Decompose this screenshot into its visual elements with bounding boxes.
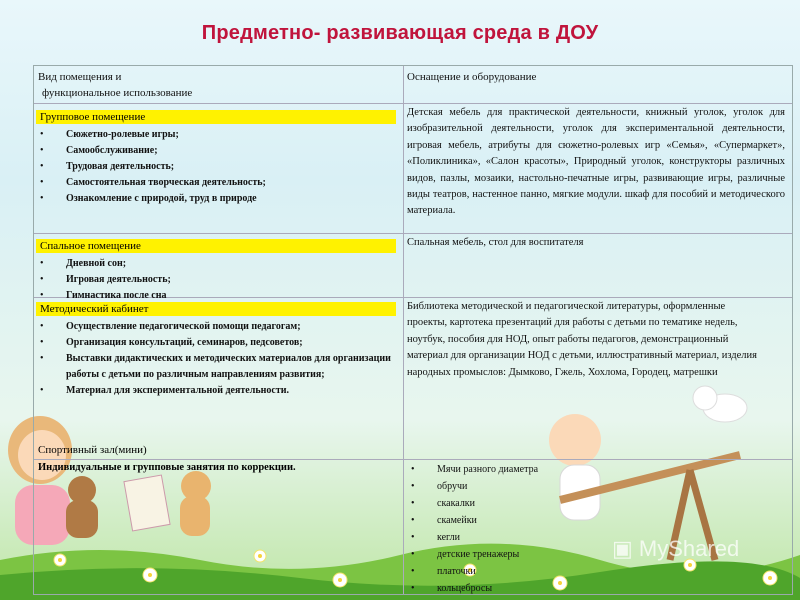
column-divider (403, 66, 404, 594)
section-description: Детская мебель для практической деятельности, книжный уголок, уголок для изобразительной деятельности, уголок для экспериментальной деятельности, игровая мебель, атрибуты для сюжетно-ролевых игр «Семья», «Супермаркет», «Поликлиника», «Салон красоты», Природный уголок, конструкторы различных видов, пазлы, мозаики, настольно-печатные игры, развивающие игры, различные виды театров, настенное панно, мягкие модули. шкаф для пособий и методического материала. (407, 107, 785, 217)
list-item: • Самостоятельная творческая деятельность; (36, 175, 396, 191)
list-item: • Мячи разного диаметра (407, 461, 538, 478)
list-item: • платочки (407, 563, 538, 580)
list-item: • кегли (407, 529, 538, 546)
section-label: Спальное помещение (36, 239, 396, 253)
list-item: • Ознакомление с природой, труд в природе (36, 191, 396, 207)
list-item: • скамейки (407, 512, 538, 529)
list-item: • кольцебросы (407, 580, 538, 597)
list-item: • Игровая деятельность; (36, 272, 396, 288)
column-header-room (38, 69, 192, 101)
section-description: Библиотека методической и педагогической литературы, оформленные проекты, картотека презентаций для работы с детьми по тематике недель, ноутбук, пособия для НОД, опыт работы педагогов, демонстрационный материал для организации НОД с детьми, иллюстративный материал, изделия народных промыслов: Дымково, Гжель, Хохлома, Городец, матрешки (407, 301, 757, 378)
row-divider (34, 233, 792, 234)
column-header-equipment: Оснащение и оборудование (407, 71, 537, 83)
row-divider (34, 103, 792, 104)
list-item: • Самообслуживание; (36, 143, 396, 159)
section-label: Методический кабинет (36, 302, 396, 316)
section-methodical-office (36, 299, 396, 399)
section-bedroom (36, 236, 396, 304)
column-header-line: функциональное использование (42, 87, 193, 99)
list-item: • Трудовая деятельность; (36, 159, 396, 175)
page-title: Предметно- развивающая среда в ДОУ (201, 22, 599, 44)
list-item: • Материал для экспериментальной деятельности. (36, 383, 396, 399)
watermark-icon: ▣ (612, 536, 633, 561)
section-description: Спальная мебель, стол для воспитателя (407, 237, 584, 248)
watermark-text: MyShared (638, 536, 740, 561)
watermark (612, 536, 739, 562)
list-item: • обручи (407, 478, 538, 495)
environment-table (33, 65, 793, 595)
list-item: • Организация консультаций, семинаров, педсоветов; (36, 335, 396, 351)
list-item: • Осуществление педагогической помощи педагогам; (36, 319, 396, 335)
section-label: Групповое помещение (36, 110, 396, 124)
list-item: • скакалки (407, 495, 538, 512)
sport-equipment-list (407, 461, 538, 597)
list-item: • Сюжетно-ролевые игры; (36, 127, 396, 143)
list-item: • Выставки дидактических и методических материалов для организации работы с детьми по различным направлениям развития; (36, 351, 396, 383)
row-divider (34, 459, 792, 460)
sport-section-label: Спортивный зал(мини) (38, 444, 147, 456)
sport-section-text: Индивидуальные и групповые занятия по коррекции. (38, 462, 296, 473)
list-item: • детские тренажеры (407, 546, 538, 563)
list-item: • Гимнастика после сна (36, 288, 396, 304)
column-header-line: Вид помещения и (38, 71, 122, 83)
section-group-room (36, 107, 396, 207)
list-item: • Дневной сон; (36, 256, 396, 272)
